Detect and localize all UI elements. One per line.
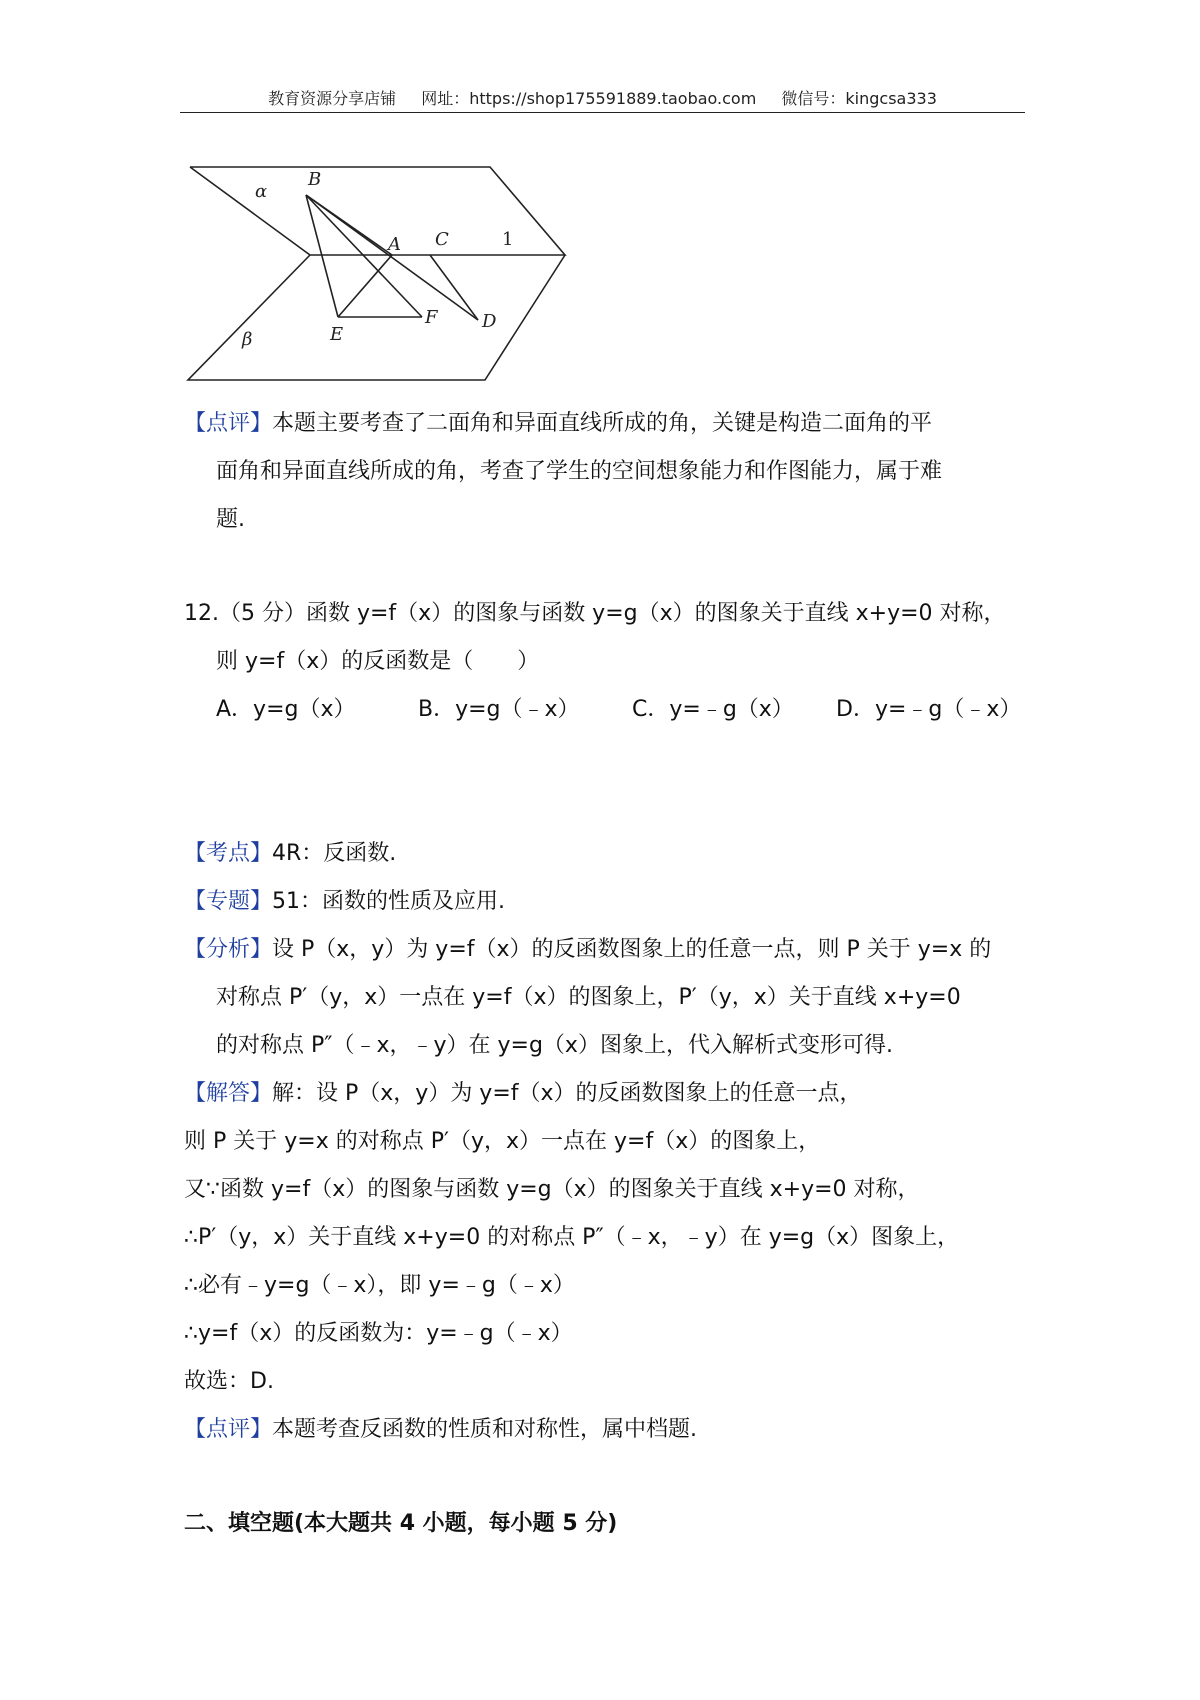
jieda-tag: 【解答】 [184,1081,273,1106]
q12-stem-line1: 12.（5 分）函数 y=f（x）的图象与函数 y=g（x）的图象关于直线 x+y=0 对称， [184,601,1006,626]
solution-line4: ∴P′（y，x）关于直线 x+y=0 的对称点 P″（﹣x，﹣y）在 y=g（x）图象上， [184,1225,960,1250]
solution-line7: 故选：D. [184,1369,274,1394]
option-a: A．y=g（x） [216,697,356,722]
review11-line3: 题. [216,507,245,532]
solution-line6: ∴y=f（x）的反函数为：y=﹣g（﹣x） [184,1321,573,1346]
fenxi-line2: 对称点 P′（y，x）一点在 y=f（x）的图象上，P′（y，x）关于直线 x+y=0 [216,985,961,1010]
solution-line3: 又∵函数 y=f（x）的图象与函数 y=g（x）的图象关于直线 x+y=0 对称， [184,1177,920,1202]
label-alpha: α [255,181,268,202]
segment-EA [338,255,392,317]
fenxi-line3: 的对称点 P″（﹣x，﹣y）在 y=g（x）图象上，代入解析式变形可得. [216,1033,893,1058]
header-rule [180,112,1025,113]
solution-line5: ∴必有﹣y=g（﹣x），即 y=﹣g（﹣x） [184,1273,575,1298]
header-shop: 教育资源分享店铺 [268,89,397,108]
fenxi-line1: 【分析】设 P（x，y）为 y=f（x）的反函数图象上的任意一点，则 P 关于 y=x 的 [184,937,992,962]
label-A: A [388,234,401,255]
review12-line: 【点评】本题考查反函数的性质和对称性，属中档题. [184,1417,698,1442]
segment-BF [306,195,422,317]
option-b: B．y=g（﹣x） [418,697,580,722]
option-c: C．y=﹣g（x） [632,697,794,722]
label-D: D [482,311,497,332]
label-E: E [330,324,344,345]
kaodian-tag: 【考点】 [184,841,273,866]
zhuanti-tag: 【专题】 [184,889,273,914]
label-B: B [308,169,322,190]
label-beta: β [242,329,253,350]
review11-line1: 【点评】本题主要考查了二面角和异面直线所成的角，关键是构造二面角的平 [184,411,933,436]
fenxi-tag: 【分析】 [184,937,273,962]
label-C: C [435,229,449,250]
review12-tag: 【点评】 [184,1417,273,1442]
section2-title: 二、填空题(本大题共 4 小题，每小题 5 分) [184,1511,618,1536]
label-one: 1 [502,229,514,250]
label-F: F [425,307,438,328]
review11-line2: 面角和异面直线所成的角，考查了学生的空间想象能力和作图能力，属于难 [216,459,943,484]
review11-tag: 【点评】 [184,411,273,436]
header-site: 网址：https://shop175591889.taobao.com [421,89,757,108]
page-header [180,86,1025,112]
zhuanti-line: 【专题】51：函数的性质及应用. [184,889,506,914]
jieda-line1: 【解答】解：设 P（x，y）为 y=f（x）的反函数图象上的任意一点， [184,1081,862,1106]
q12-stem-line2: 则 y=f（x）的反函数是（ ） [216,649,540,674]
dihedral-figure [180,155,580,395]
header-wechat: 微信号：kingcsa333 [781,89,937,108]
solution-line2: 则 P 关于 y=x 的对称点 P′（y，x）一点在 y=f（x）的图象上， [184,1129,821,1154]
kaodian-line: 【考点】4R：反函数. [184,841,397,866]
option-d: D．y=﹣g（﹣x） [836,697,1022,722]
